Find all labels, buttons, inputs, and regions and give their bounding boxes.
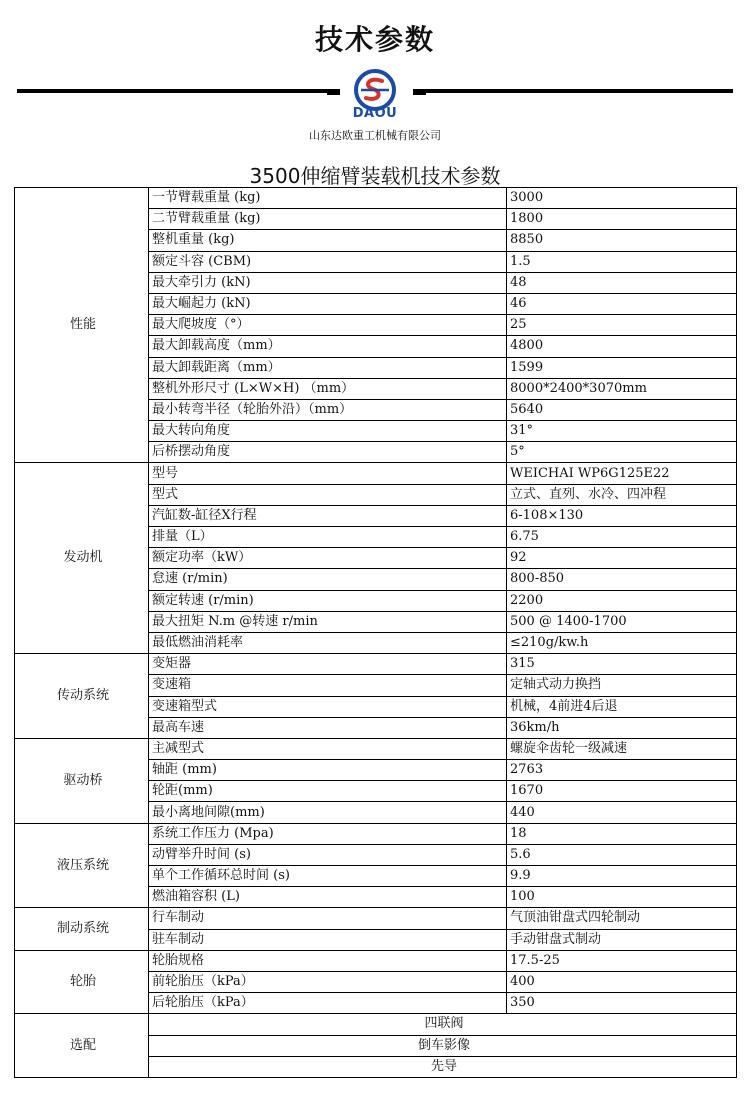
param-value: 机械，4前进4后退 [507,696,737,717]
logo-text: DAOU [352,106,398,121]
param-value: 350 [507,993,737,1014]
group-label: 性能 [15,188,149,463]
param-value: 36km/h [507,717,737,738]
table-row [15,463,737,484]
param-name: 轮胎规格 [149,950,507,971]
group-label: 制动系统 [15,908,149,950]
param-name: 最大卸载距离（mm） [149,357,507,378]
param-name: 后轮胎压（kPa） [149,993,507,1014]
group-label: 发动机 [15,463,149,654]
param-name: 轴距 (mm) [149,760,507,781]
table-row [15,654,737,675]
table-row [15,188,737,209]
param-name: 燃油箱容积 (L) [149,887,507,908]
param-value: 定轴式动力换挡 [507,675,737,696]
param-name: 最大卸载高度（mm） [149,336,507,357]
param-name: 型式 [149,484,507,505]
param-value: 气顶油钳盘式四轮制动 [507,908,737,929]
param-name: 最大爬坡度（°） [149,315,507,336]
param-name: 最低燃油消耗率 [149,632,507,653]
param-name: 变速箱型式 [149,696,507,717]
param-value: 17.5-25 [507,950,737,971]
param-value: 1800 [507,209,737,230]
param-value: 2200 [507,590,737,611]
param-name: 最大牵引力 (kN) [149,272,507,293]
param-value: 4800 [507,336,737,357]
table-row [15,738,737,759]
param-name: 最大扭矩 N.m @转速 r/min [149,611,507,632]
param-value: WEICHAI WP6G125E22 [507,463,737,484]
param-value: 440 [507,802,737,823]
company-name: 山东达欧重工机械有限公司 [309,129,441,142]
param-value: 3000 [507,188,737,209]
table-row [15,950,737,971]
param-name: 主减型式 [149,738,507,759]
param-name: 变速箱 [149,675,507,696]
param-name: 后桥摆动角度 [149,442,507,463]
param-name: 最高车速 [149,717,507,738]
param-name: 驻车制动 [149,929,507,950]
param-name: 变矩器 [149,654,507,675]
option-item: 先导 [149,1056,737,1077]
param-value: 31° [507,421,737,442]
param-value: 5.6 [507,844,737,865]
param-name: 额定斗容 (CBM) [149,251,507,272]
param-name: 行车制动 [149,908,507,929]
param-value: 5640 [507,399,737,420]
param-name: 动臂举升时间 (s) [149,844,507,865]
param-name: 轮距(mm) [149,781,507,802]
group-label: 轮胎 [15,950,149,1014]
header-divider-right [418,89,733,93]
param-name: 系统工作压力 (Mpa) [149,823,507,844]
group-label: 传动系统 [15,654,149,739]
param-value: 1670 [507,781,737,802]
param-value: 800-850 [507,569,737,590]
param-name: 整机重量 (kg) [149,230,507,251]
param-name: 单个工作循环总时间 (s) [149,866,507,887]
param-name: 最小离地间隙(mm) [149,802,507,823]
param-value: 手动钳盘式制动 [507,929,737,950]
option-item: 四联阀 [149,1014,737,1035]
param-value: 315 [507,654,737,675]
param-value: 48 [507,272,737,293]
param-name: 额定转速 (r/min) [149,590,507,611]
param-value: ≤210g/kw.h [507,632,737,653]
table-title: 3500伸缩臂装载机技术参数 [249,164,501,188]
param-name: 最大崛起力 (kN) [149,293,507,314]
param-name: 整机外形尺寸 (L×W×H) （mm） [149,378,507,399]
group-label: 液压系统 [15,823,149,908]
spec-table [14,187,737,1078]
param-name: 最小转弯半径（轮胎外沿）（mm） [149,399,507,420]
param-name: 型号 [149,463,507,484]
param-name: 一节臂载重量 (kg) [149,188,507,209]
param-value: 8850 [507,230,737,251]
option-item: 倒车影像 [149,1035,737,1056]
param-value: 100 [507,887,737,908]
param-value: 500 @ 1400-1700 [507,611,737,632]
param-name: 二节臂载重量 (kg) [149,209,507,230]
param-value: 1.5 [507,251,737,272]
param-name: 额定功率（kW） [149,548,507,569]
param-value: 5° [507,442,737,463]
header-divider-right-tick [413,89,426,95]
param-name: 前轮胎压（kPa） [149,971,507,992]
param-value: 1599 [507,357,737,378]
param-name: 汽缸数-缸径X行程 [149,505,507,526]
param-value: 25 [507,315,737,336]
group-label: 选配 [15,1014,149,1078]
param-value: 8000*2400*3070mm [507,378,737,399]
param-value: 螺旋伞齿轮一级减速 [507,738,737,759]
group-label: 驱动桥 [15,738,149,823]
param-value: 6.75 [507,527,737,548]
param-value: 46 [507,293,737,314]
page-title: 技术参数 [314,23,435,56]
table-row [15,823,737,844]
header-divider-left-tick [327,89,340,95]
param-value: 400 [507,971,737,992]
param-value: 92 [507,548,737,569]
header-divider-left [17,89,340,93]
param-value: 立式、直列、水冷、四冲程 [507,484,737,505]
param-name: 最大转向角度 [149,421,507,442]
param-name: 怠速 (r/min) [149,569,507,590]
param-value: 18 [507,823,737,844]
param-value: 2763 [507,760,737,781]
param-value: 6-108×130 [507,505,737,526]
param-name: 排量（L） [149,527,507,548]
table-row [15,908,737,929]
table-row [15,1014,737,1035]
param-value: 9.9 [507,866,737,887]
